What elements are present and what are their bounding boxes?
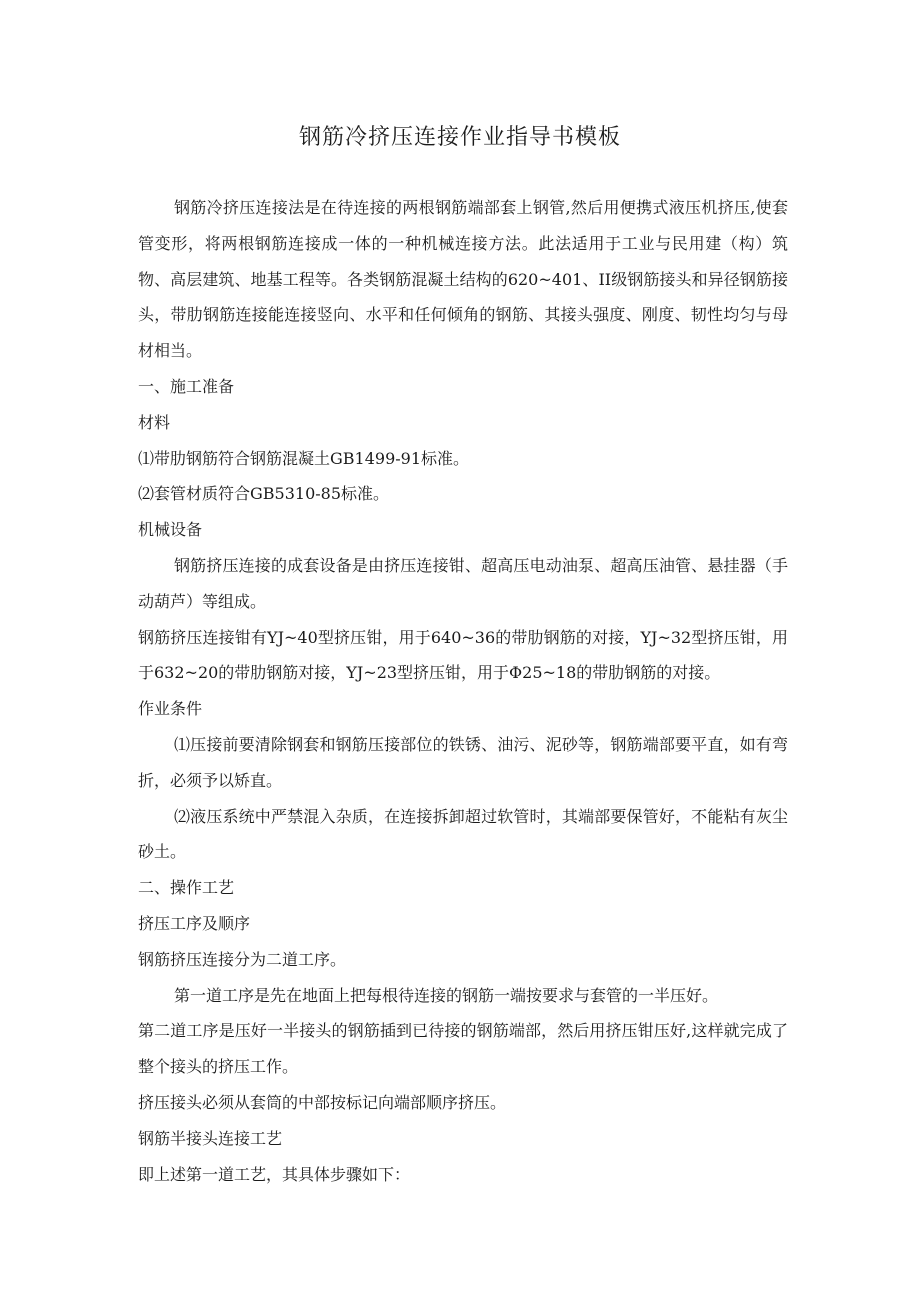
subheading-work-conditions: 作业条件 [138,699,203,719]
list-item-material-1: ⑴带肋钢筋符合钢筋混凝土GB1499-91标准。 [138,448,470,468]
paragraph-extrusion-order: 挤压接头必须从套筒的中部按标记向端部顺序挤压。 [138,1092,507,1112]
subheading-materials: 材料 [138,412,171,432]
subheading-half-joint-process: 钢筋半接头连接工艺 [138,1128,283,1148]
heading-operation-process: 二、操作工艺 [138,878,235,898]
subheading-equipment: 机械设备 [138,520,203,540]
paragraph-second-step: 第二道工序是压好一半接头的钢筋插到已待接的钢筋端部，然后用挤压钳压好,这样就完成了整个接头的挤压工作。 [138,1021,788,1077]
paragraph-two-steps: 钢筋挤压连接分为二道工序。 [138,949,347,969]
paragraph-equipment-set: 钢筋挤压连接的成套设备是由挤压连接钳、超高压电动油泵、超高压油管、悬挂器（手动葫芦）等组成。 [138,555,788,611]
document-body [138,190,788,1192]
heading-construction-preparation: 一、施工准备 [138,376,235,396]
paragraph-steps-intro: 即上述第一道工艺，其具体步骤如下： [138,1164,411,1184]
paragraph-first-step: 第一道工序是先在地面上把每根待连接的钢筋一端按要求与套管的一半压好。 [174,985,719,1005]
list-item-condition-1: ⑴压接前要清除钢套和钢筋压接部位的铁锈、油污、泥砂等，钢筋端部要平直，如有弯折，必须予以矫直。 [138,734,788,790]
document-title: 钢筋冷挤压连接作业指导书模板 [298,125,621,150]
paragraph-pliers-types: 钢筋挤压连接钳有YJ~40型挤压钳，用于640~36的带肋钢筋的对接，YJ~32型挤压钳，用于632~20的带肋钢筋对接，YJ~23型挤压钳，用于Φ25~18的带肋钢筋的对接。 [138,627,788,683]
subheading-extrusion-sequence: 挤压工序及顺序 [138,913,251,933]
list-item-material-2: ⑵套管材质符合GB5310-85标准。 [138,484,390,504]
paragraph-intro: 钢筋冷挤压连接法是在待连接的两根钢筋端部套上钢管,然后用便携式液压机挤压,使套管变形，将两根钢筋连接成一体的一种机械连接方法。此法适用于工业与民用建（构）筑物、高层建筑、地基工程等。各类钢筋混凝土结构的620~401、II级钢筋接头和异径钢筋接头，带肋钢筋连接能连接竖向、水平和任何倾角的钢筋、其接头强度、刚度、韧性均匀与母材相当。 [138,198,788,361]
list-item-condition-2: ⑵液压系统中严禁混入杂质，在连接拆卸超过软管时，其端部要保管好，不能粘有灰尘砂土。 [138,806,788,862]
